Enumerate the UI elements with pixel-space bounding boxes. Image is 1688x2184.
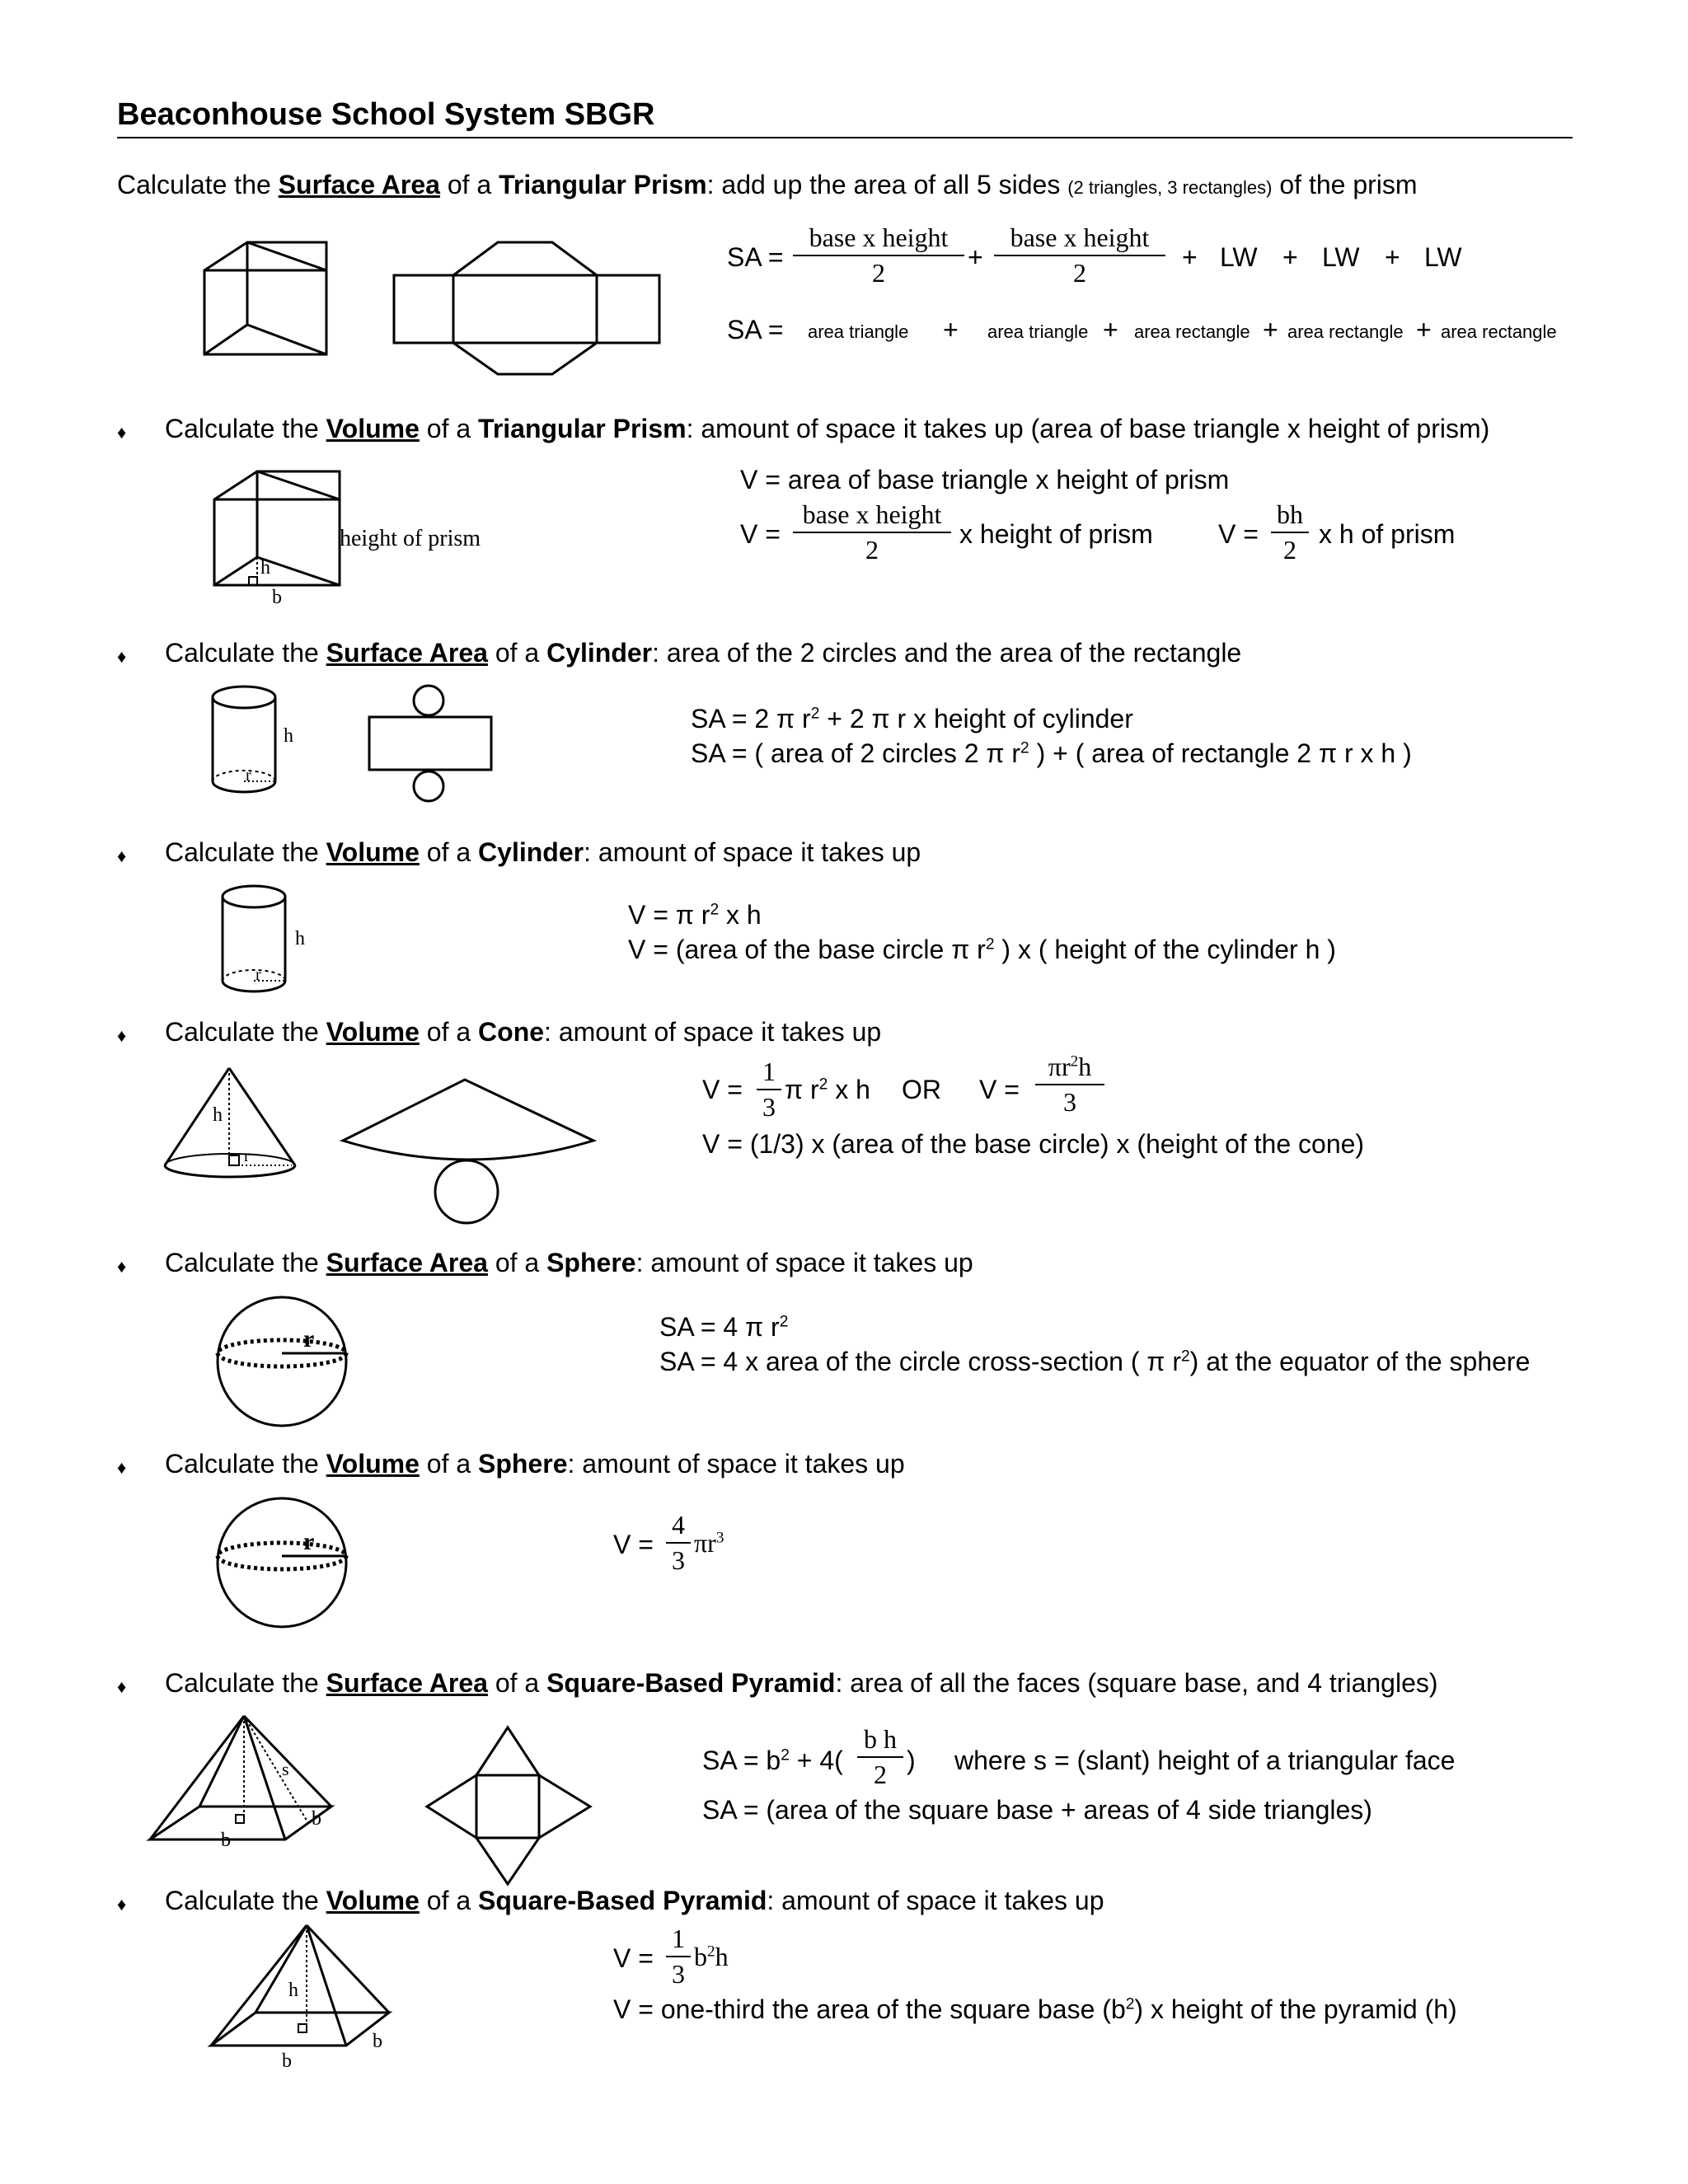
section-volume-cone: Calculate the Volume of a Cone: amount of space it takes up	[165, 1017, 882, 1047]
plus: +	[943, 315, 959, 344]
sa-prism-label-2: SA =	[727, 315, 784, 344]
cylinder-figure	[208, 684, 282, 796]
volume-prism-frac-2: $\frac{bh}{2}$	[1271, 499, 1309, 565]
lw-term: LW	[1424, 242, 1462, 272]
label-h: h	[288, 1980, 298, 2001]
volume-sphere-frac: $\frac{4}{3}$	[666, 1510, 691, 1576]
volume-cone-frac-2: $\frac{\pi r^2h}{3}$	[1035, 1052, 1104, 1118]
label-height-of-prism: height of prism	[340, 526, 481, 551]
plus: +	[1103, 315, 1118, 344]
label-h: h	[284, 725, 293, 747]
plus: +	[1416, 315, 1432, 344]
volume-prism-frac: base x height 2	[793, 499, 951, 565]
sa-sphere-eq-2: SA = 4 x area of the circle cross-section ( π $r^2$) at the equator of the sphere	[659, 1347, 1531, 1376]
volume-pyramid-frac: $\frac{1}{3}$	[666, 1924, 691, 1990]
triangular-prism-volume-figure	[211, 466, 343, 590]
section-volume-sphere: Calculate the Volume of a Sphere: amount of space it takes up	[165, 1449, 905, 1479]
bullet-icon: ♦	[117, 646, 127, 667]
sphere-volume-figure	[214, 1495, 351, 1632]
page-title: Beaconhouse School System SBGR	[117, 97, 655, 132]
volume-cone-frac: $\frac{1}{3}$	[757, 1057, 781, 1122]
volume-prism-v: V =	[740, 519, 781, 549]
label-b: b	[373, 2031, 382, 2052]
volume-sphere-tail: $\pi r^3$	[694, 1528, 724, 1558]
plus: +	[968, 242, 983, 272]
bullet-icon: ♦	[117, 1457, 127, 1478]
section-volume-cylinder: Calculate the Volume of a Cylinder: amount of space it takes up	[165, 837, 921, 867]
section-volume-square-pyramid: Calculate the Volume of a Square-Based Pyramid: amount of space it takes up	[165, 1886, 1104, 1915]
sa-prism-label: SA =	[727, 242, 784, 272]
sa-cylinder-eq-1: SA = 2 π $r^2 + 2$ π r x height of cylinder	[691, 704, 1133, 733]
plus: +	[1282, 242, 1298, 272]
label-b: b	[312, 1808, 321, 1830]
area-rectangle: area rectangle	[1287, 321, 1404, 342]
sa-pyramid-frac: $\frac{\text{b h}}{2}$	[857, 1724, 903, 1790]
sa-pyramid-eq-1: SA = $b^2 + 4$(	[702, 1746, 843, 1775]
plus: +	[1385, 242, 1400, 272]
title-rule	[117, 137, 1573, 138]
bullet-icon: ♦	[117, 1894, 127, 1915]
bullet-icon: ♦	[117, 1676, 127, 1697]
sa-pyramid-close: )	[907, 1746, 916, 1775]
square-pyramid-net	[422, 1722, 595, 1887]
label-h: h	[260, 557, 270, 579]
plus: +	[1263, 315, 1278, 344]
triangular-prism-figure	[198, 239, 330, 363]
volume-cylinder-eq-2: V = (area of the base circle π $r^2$ ) x ( height of the cylinder h )	[628, 935, 1336, 964]
volume-pyramid-v: V =	[613, 1943, 654, 1973]
or-label: OR	[902, 1075, 941, 1104]
bullet-icon: ♦	[117, 1256, 127, 1277]
square-pyramid-volume-figure	[206, 1920, 401, 2054]
volume-sphere-v: V =	[613, 1530, 654, 1559]
square-pyramid-figure	[145, 1711, 340, 1844]
cylinder-net	[366, 681, 498, 804]
lw-term: LW	[1220, 242, 1258, 272]
area-triangle: area triangle	[808, 321, 909, 342]
slant-note: where s = (slant) height of a triangular face	[954, 1746, 1456, 1775]
volume-cone-eq-2: V = (1/3) x (area of the base circle) x (height of the cone)	[702, 1129, 1365, 1159]
label-r: r	[256, 966, 261, 984]
label-s: s	[282, 1759, 289, 1779]
volume-cylinder-eq-1: V = π $r^2$ x h	[628, 900, 762, 930]
sa-sphere-eq-1: SA = 4 π $r^2$	[659, 1312, 789, 1342]
sa-prism-frac-2: base x height 2	[994, 223, 1165, 288]
sa-cylinder-eq-2: SA = ( area of 2 circles 2 π $r^2$ ) + ( area of rectangle 2 π r x h )	[691, 738, 1412, 768]
volume-cone-v: V =	[702, 1075, 743, 1104]
volume-prism-end: x h of prism	[1319, 519, 1456, 549]
sa-pyramid-eq-2: SA = (area of the square base + areas of 4 side triangles)	[702, 1795, 1372, 1825]
label-r: r	[246, 766, 251, 785]
bullet-icon: ♦	[117, 422, 127, 443]
volume-prism-v-2: V =	[1218, 519, 1259, 549]
label-h: h	[295, 928, 305, 949]
lw-term: LW	[1322, 242, 1360, 272]
section-volume-triangular-prism: Calculate the Volume of a Triangular Prism: amount of space it takes up (area of base triangle x height of prism)	[165, 414, 1490, 443]
plus: +	[1182, 242, 1198, 272]
cone-net	[340, 1071, 603, 1228]
section-sa-cylinder: Calculate the Surface Area of a Cylinder: area of the 2 circles and the area of the rectangle	[165, 638, 1242, 668]
sa-prism-frac-1: base x height 2	[793, 223, 964, 288]
volume-cone-mid: π $r^2$ x h	[785, 1075, 870, 1104]
area-triangle: area triangle	[987, 321, 1089, 342]
label-r: r	[244, 1147, 250, 1165]
section-sa-triangular-prism: Calculate the Surface Area of a Triangular Prism: add up the area of all 5 sides (2 triangles, 3 rectangles) of the prism	[117, 170, 1418, 199]
label-b: b	[282, 2050, 292, 2072]
label-b: b	[272, 587, 282, 608]
volume-prism-mid: x height of prism	[959, 519, 1153, 549]
volume-pyramid-eq-2: V = one-third the area of the square base $(b^2)$ x height of the pyramid (h)	[613, 1994, 1457, 2024]
section-sa-square-pyramid: Calculate the Surface Area of a Square-Based Pyramid: area of all the faces (square base, and 4 triangles)	[165, 1668, 1438, 1698]
volume-cone-v-2: V =	[979, 1075, 1020, 1104]
label-r: r	[303, 1528, 315, 1555]
label-h: h	[213, 1104, 223, 1126]
cone-figure	[160, 1063, 300, 1187]
label-b: b	[221, 1830, 231, 1851]
area-rectangle: area rectangle	[1441, 321, 1557, 342]
label-r: r	[303, 1325, 315, 1352]
area-rectangle: area rectangle	[1134, 321, 1250, 342]
bullet-icon: ♦	[117, 846, 127, 866]
triangular-prism-net	[391, 239, 663, 377]
section-sa-sphere: Calculate the Surface Area of a Sphere: amount of space it takes up	[165, 1248, 973, 1277]
cylinder-volume-figure	[218, 883, 292, 996]
sphere-figure	[214, 1294, 351, 1431]
volume-pyramid-tail: $b^2h$	[694, 1942, 729, 1971]
bullet-icon: ♦	[117, 1025, 127, 1046]
volume-prism-eq-1: V = area of base triangle x height of prism	[740, 465, 1230, 494]
